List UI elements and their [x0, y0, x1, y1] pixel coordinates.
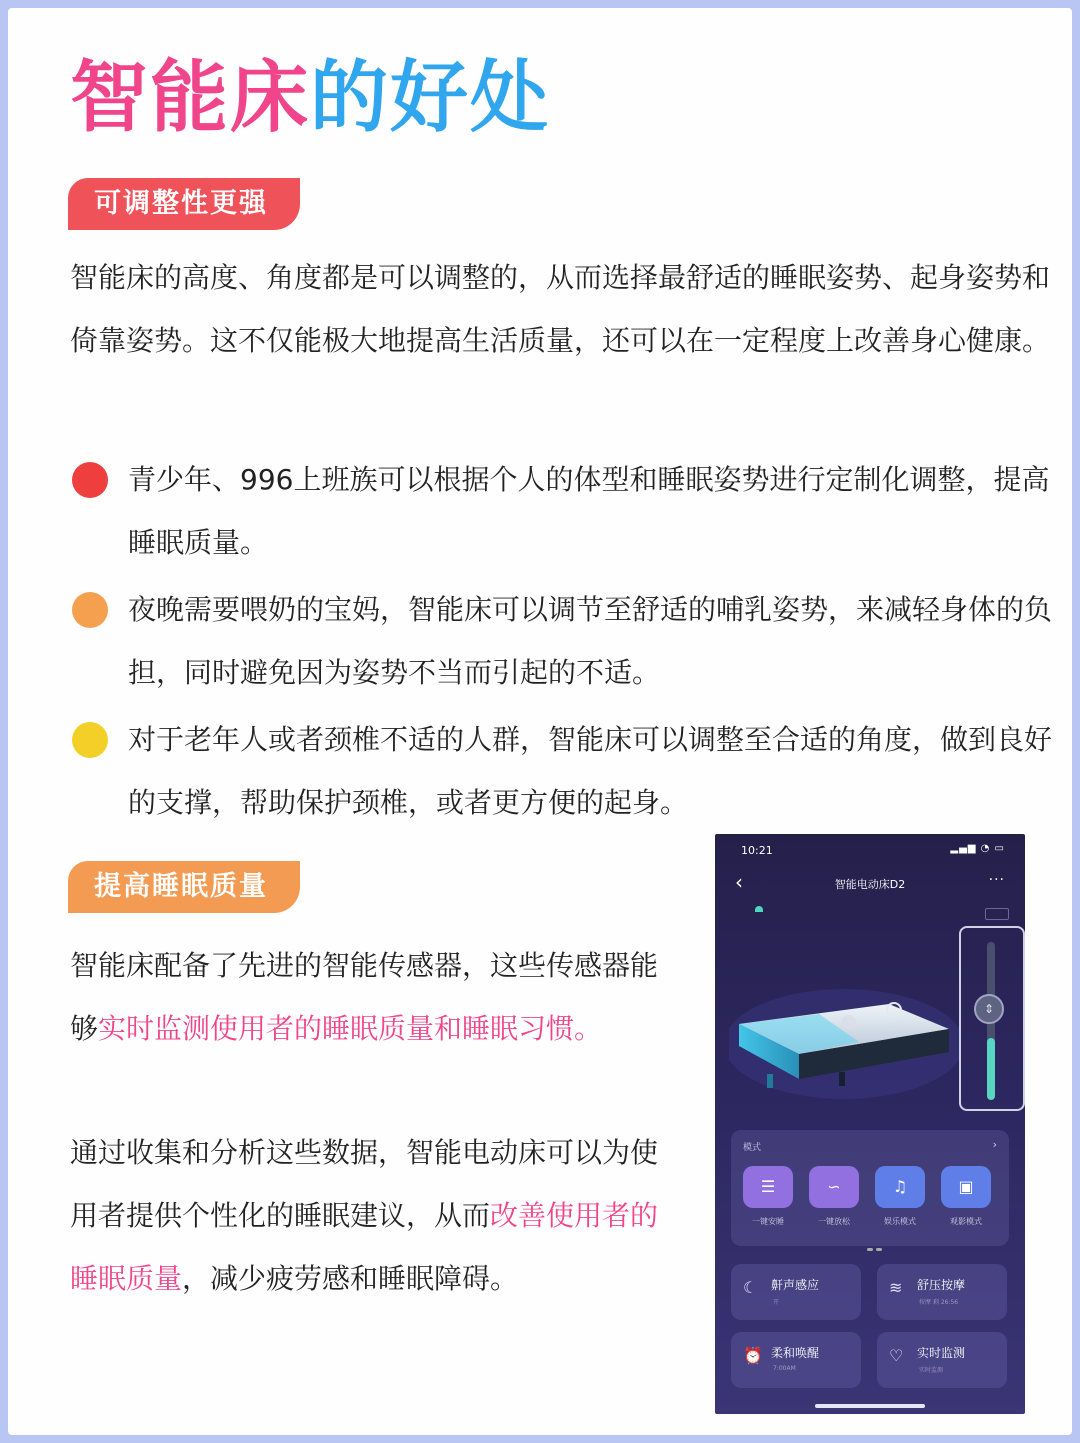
more-icon[interactable]: ··· [988, 872, 1005, 888]
section2-paragraph-2 [70, 1121, 670, 1310]
paragraph-text: ，减少疲劳感和睡眠障碍。 [182, 1262, 519, 1295]
highlight-text: 实时监测使用者的睡眠质量和睡眠习惯。 [98, 1012, 603, 1045]
bullet-item-teens [70, 448, 1060, 574]
title-part-blue: 的好处 [310, 53, 551, 143]
moon-icon: ☾ [743, 1278, 758, 1297]
heart-icon: ♡ [889, 1346, 904, 1365]
highlight-text: 改善使用者的睡眠质量 [70, 1199, 659, 1295]
page-indicator [867, 1236, 887, 1239]
red-dot-icon [72, 462, 108, 498]
device-badge [985, 908, 1009, 920]
relax-mode-button[interactable]: ∽ [809, 1166, 859, 1208]
app-screenshot [715, 834, 1025, 1414]
function-sub: 按摩 剩 26:56 [919, 1299, 959, 1306]
function-sub: 实时监测 [919, 1367, 944, 1374]
mode-label: 一键安睡 [752, 1217, 784, 1226]
movie-mode-button[interactable]: ▣ [941, 1166, 991, 1208]
status-time: 10:21 [741, 844, 773, 857]
function-name: 舒压按摩 [917, 1278, 966, 1292]
section2-tag: 提高睡眠质量 [68, 861, 300, 913]
realtime-monitor-card[interactable] [877, 1332, 1007, 1388]
function-sub: 7:00AM [773, 1365, 796, 1372]
snore-sensing-card[interactable] [731, 1264, 861, 1320]
bullet-text: 对于老年人或者颈椎不适的人群，智能床可以调整至合适的角度，做到良好的支撑，帮助保护颈椎，或者更方便的起身。 [128, 723, 1053, 819]
music-mode-button[interactable]: ♫ [875, 1166, 925, 1208]
wave-icon: ≋ [889, 1278, 903, 1297]
bullet-item-elderly [70, 708, 1060, 834]
function-name: 实时监测 [917, 1346, 966, 1360]
massage-card[interactable] [877, 1264, 1007, 1320]
home-indicator [815, 1404, 925, 1408]
bullet-item-moms [70, 578, 1060, 704]
orange-dot-icon [72, 592, 108, 628]
height-slider[interactable] [959, 926, 1025, 1111]
chevron-right-icon[interactable]: › [992, 1138, 997, 1151]
alarm-icon: ⏰ [743, 1346, 763, 1365]
sleep-mode-button[interactable]: ☰ [743, 1166, 793, 1208]
page-card [8, 8, 1072, 1435]
bed-illustration [729, 984, 959, 1104]
section2-paragraph-1 [70, 934, 670, 1060]
mode-header: 模式 [743, 1143, 762, 1153]
back-arrow-icon[interactable]: ‹ [735, 870, 743, 894]
yellow-dot-icon [72, 722, 108, 758]
slider-fill [987, 1038, 995, 1100]
function-name: 柔和唤醒 [771, 1346, 820, 1360]
paragraph-text: 通过收集和分析这些数据，智能电动床可以为使用者提供个性化的睡眠建议，从而 [70, 1136, 659, 1232]
bullet-text: 夜晚需要喂奶的宝妈，智能床可以调节至舒适的哺乳姿势，来减轻身体的负担，同时避免因为姿势不当而引起的不适。 [128, 593, 1053, 689]
device-title: 智能电动床D2 [834, 878, 906, 891]
slider-knob-icon[interactable]: ⇕ [974, 994, 1004, 1024]
mode-label: 一键放松 [818, 1217, 850, 1226]
mode-panel [731, 1130, 1009, 1246]
section1-tag: 可调整性更强 [68, 178, 300, 230]
bullet-text: 青少年、996上班族可以根据个人的体型和睡眠姿势进行定制化调整，提高睡眠质量。 [128, 463, 1050, 559]
mode-label: 娱乐模式 [884, 1217, 916, 1226]
signal-battery-icon: ▂▄▆ ◔ ▭ [950, 843, 1005, 854]
paragraph-text: 智能床配备了先进的智能传感器，这些传感器能够 [70, 949, 659, 1045]
bullet-list [70, 448, 1060, 838]
title-part-pink: 智能床 [70, 53, 311, 143]
page-title [70, 48, 550, 148]
function-name: 鼾声感应 [771, 1278, 820, 1292]
mode-label: 观影模式 [950, 1217, 982, 1226]
wifi-icon [755, 906, 763, 912]
section1-intro: 智能床的高度、角度都是可以调整的，从而选择最舒适的睡眠姿势、起身姿势和倚靠姿势。这不仅能极大地提高生活质量，还可以在一定程度上改善身心健康。 [70, 261, 1051, 357]
gentle-wake-card[interactable] [731, 1332, 861, 1388]
function-sub: 开 [773, 1299, 780, 1306]
